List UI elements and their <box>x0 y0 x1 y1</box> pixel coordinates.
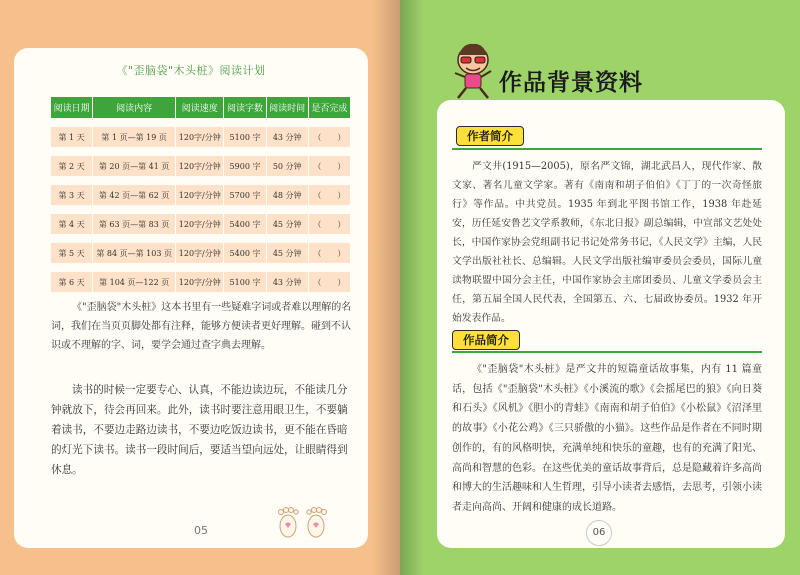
cell-time: 45 分钟 <box>267 243 309 263</box>
author-intro-text: 严文井(1915—2005)，原名严文锦，湖北武昌人，现代作家、散文家、著名儿童文学家。著有《南南和胡子伯伯》《丁丁的一次奇怪旅行》等作品。中共党员。1935 年到北平图书馆工作，1938 年赴延安，历任延安鲁艺文学系教师，《东北日报》副总编辑，中宣部文艺处处长，中国作家协会党组副书记书记处常务书记，《人民文学》主编，人民文学出版社社长、总编辑。人民文学出版社编审委员会委员，国际儿童读物联盟中国分会主任，中国作家协会主席团委员、儿童文学委员会主任，第五届全国人民代表，全国第五、六、七届政协委员。1932 年开始发表作品。 <box>452 161 762 324</box>
cell-speed: 120字/分钟 <box>176 127 224 147</box>
cell-speed: 120字/分钟 <box>176 156 224 176</box>
cell-speed: 120字/分钟 <box>176 272 224 292</box>
cell-words: 5900 字 <box>224 156 266 176</box>
cell-done[interactable]: （ ） <box>309 156 351 176</box>
cell-speed: 120字/分钟 <box>176 214 224 234</box>
cell-done[interactable]: （ ） <box>309 185 351 205</box>
cell-content: 第 104 页—122 页 <box>93 272 176 292</box>
cell-date: 第 1 天 <box>51 127 93 147</box>
cell-content: 第 1 页—第 19 页 <box>93 127 176 147</box>
cell-speed: 120字/分钟 <box>176 243 224 263</box>
cell-done[interactable]: （ ） <box>309 243 351 263</box>
reading-plan-table <box>51 88 351 301</box>
gutter-shadow-right <box>400 0 424 575</box>
divider-line <box>452 351 762 353</box>
reading-tip-paragraph-2: 读书的时候一定要专心、认真，不能边读边玩，不能读几分钟就放下，待会再回来。此外，读书时要注意用眼卫生，不要躺着读书，不要边走路边读书，不要边吃饭边读书，更不能在昏暗的灯光下读书。读书一段时间后，要适当望向远处，让眼睛得到休息。 <box>51 384 348 476</box>
table-header-row <box>51 97 351 118</box>
table-row <box>51 185 351 205</box>
table-row <box>51 127 351 147</box>
cartoon-character-icon <box>448 42 498 104</box>
cell-words: 5700 字 <box>224 185 266 205</box>
header-content: 阅读内容 <box>93 97 176 118</box>
cell-time: 43 分钟 <box>267 127 309 147</box>
cell-time: 48 分钟 <box>267 185 309 205</box>
cell-time: 43 分钟 <box>267 272 309 292</box>
page-number-right: 06 <box>586 520 612 546</box>
table-row <box>51 272 351 292</box>
author-intro-tag: 作者简介 <box>456 126 524 146</box>
reading-tip-paragraph-1 <box>51 298 355 355</box>
cell-done[interactable]: （ ） <box>309 272 351 292</box>
page-number-left: 05 <box>194 524 208 537</box>
cell-words: 5400 字 <box>224 214 266 234</box>
cell-content: 第 42 页—第 62 页 <box>93 185 176 205</box>
gutter-shadow-left <box>372 0 400 575</box>
reading-plan-title: 《"歪脑袋"木头桩》阅读计划 <box>116 64 266 77</box>
cell-content: 第 20 页—第 41 页 <box>93 156 176 176</box>
footprints-icon <box>272 506 334 540</box>
cell-time: 45 分钟 <box>267 214 309 234</box>
cell-done[interactable]: （ ） <box>309 127 351 147</box>
cell-content: 第 84 页—第 103 页 <box>93 243 176 263</box>
section-heading: 作品背景资料 <box>499 70 643 96</box>
table-row <box>51 156 351 176</box>
table-row <box>51 243 351 263</box>
header-done: 是否完成 <box>309 97 351 118</box>
cell-date: 第 2 天 <box>51 156 93 176</box>
divider-line <box>452 148 762 150</box>
cell-date: 第 4 天 <box>51 214 93 234</box>
work-intro-tag: 作品简介 <box>452 330 520 350</box>
header-date: 阅读日期 <box>51 97 93 118</box>
paragraph-text: 《"歪脑袋"木头桩》这本书里有一些疑难字词或者难以理解的名词，我们在当页页脚处都有注释，能够方便读者更好理解。碰到不认识或不理解的字、词，要学会通过查字典去理解。 <box>51 302 352 351</box>
cell-content: 第 63 页—第 83 页 <box>93 214 176 234</box>
table-row <box>51 214 351 234</box>
cell-words: 5100 字 <box>224 127 266 147</box>
cell-date: 第 5 天 <box>51 243 93 263</box>
cell-speed: 120字/分钟 <box>176 185 224 205</box>
header-time: 阅读时间 <box>267 97 309 118</box>
cell-words: 5100 字 <box>224 272 266 292</box>
work-intro-text: 《"歪脑袋"木头桩》是严文井的短篇童话故事集，内有 11 篇童话，包括《"歪脑袋"木头桩》《小溪流的歌》《会摇尾巴的狼》《向日葵和石头》《风机》《胆小的青蛙》《南南和胡子伯伯》《小松鼠》《沼泽里的故事》《小花公鸡》《三只骄傲的小猫》。这些作品是作者在不同时期创作的，有的风格明快，充满单纯和快乐的童趣，也有的充满了阳光、高尚和智慧的色彩。在这些优美的童话故事背后，总是隐藏着许多高尚和博大的生活趣味和人生哲理，引导小读者去感悟，去思考，引领小读者走向高尚、开阔和健康的成长道路。 <box>452 364 762 513</box>
cell-date: 第 6 天 <box>51 272 93 292</box>
cell-time: 50 分钟 <box>267 156 309 176</box>
cell-done[interactable]: （ ） <box>309 214 351 234</box>
cell-words: 5400 字 <box>224 243 266 263</box>
header-words: 阅读字数 <box>224 97 266 118</box>
header-speed: 阅读速度 <box>176 97 224 118</box>
cell-date: 第 3 天 <box>51 185 93 205</box>
